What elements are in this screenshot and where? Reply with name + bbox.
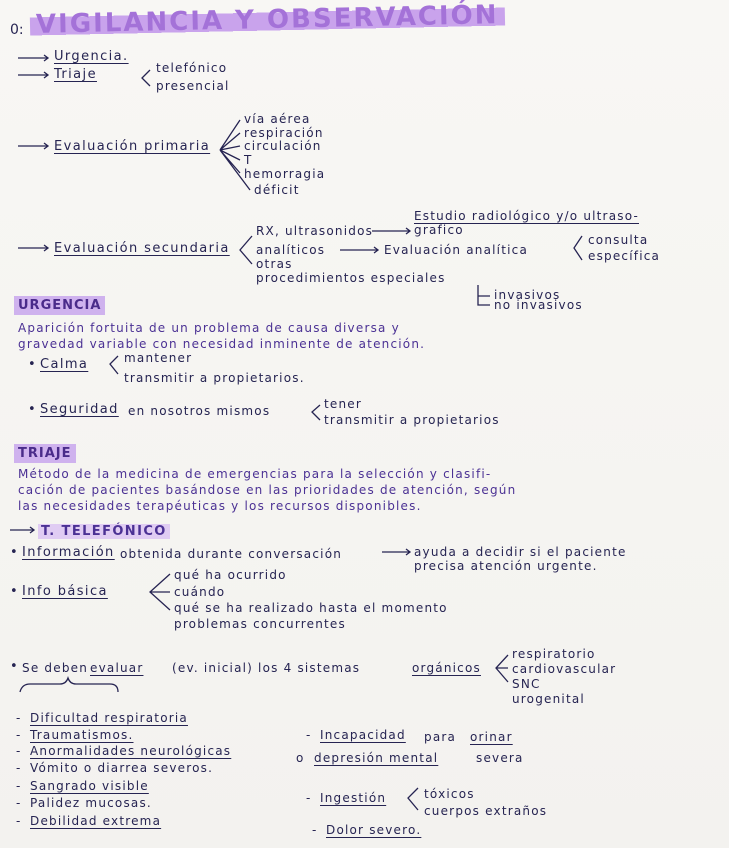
ingestion-item: tóxicos — [424, 787, 475, 801]
dash: - — [16, 761, 22, 775]
basica-item: problemas concurrentes — [174, 617, 346, 631]
seguridad-text: en nosotros mismos — [128, 404, 271, 418]
triaje-item: telefónico — [156, 61, 228, 75]
title-prefix: 0: — [10, 22, 24, 38]
triaje-definition-line: las necesidades terapéuticas y los recursos disponibles. — [18, 499, 422, 513]
sign-item: Traumatismos. — [30, 728, 134, 742]
triaje-item: presencial — [156, 79, 230, 93]
info-label: Información — [22, 545, 115, 560]
analitica-item: consulta — [588, 233, 649, 247]
neuro-mid: o — [296, 751, 305, 765]
secundaria-otras: otras — [256, 257, 293, 271]
evaluar-pre: Se deben — [22, 661, 89, 675]
primaria-item: vía aérea — [244, 112, 311, 126]
sign-item: Sangrado visible — [30, 779, 149, 793]
procedimientos-item: no invasivos — [494, 298, 583, 312]
estudio-line: Estudio radiológico y/o ultraso- — [414, 209, 639, 223]
section-heading-urgencia: URGENCIA — [14, 296, 105, 315]
basica-item: qué ha ocurrido — [174, 568, 287, 582]
para: para — [424, 730, 457, 744]
bullet: • — [28, 402, 38, 417]
calma-label: Calma — [40, 357, 89, 372]
depresion: depresión mental — [314, 751, 439, 765]
analitica-item: específica — [588, 249, 661, 263]
seguridad-item: transmitir a propietarios — [324, 413, 500, 427]
calma-item: mantener — [124, 351, 193, 365]
sistema-item: SNC — [512, 677, 541, 691]
dash: - — [16, 796, 22, 810]
subheading-telefonico: T. TELEFÓNICO — [38, 524, 170, 539]
sign-item: Dificultad respiratoria — [30, 711, 188, 725]
secundaria-rx: RX, ultrasonidos — [256, 224, 374, 238]
dolor: Dolor severo. — [326, 823, 422, 837]
sign-item: Palidez mucosas. — [30, 796, 152, 810]
bullet: • — [10, 659, 20, 674]
sistema-item: respiratorio — [512, 647, 596, 661]
dash: - — [16, 711, 22, 725]
eval-analitica: Evaluación analítica — [384, 243, 528, 257]
procedimientos: procedimientos especiales — [256, 271, 446, 285]
severa: severa — [476, 751, 524, 765]
bullet: • — [10, 545, 20, 560]
triaje-definition-line: Método de la medicina de emergencias para la selección y clasifi- — [18, 467, 492, 481]
incapacidad: Incapacidad — [320, 728, 406, 742]
sistema-item: urogenital — [512, 692, 585, 706]
info-result-line: ayuda a decidir si el paciente — [414, 545, 627, 559]
primaria-item: déficit — [254, 183, 300, 197]
seguridad-item: tener — [324, 397, 363, 411]
orinar: orinar — [470, 730, 513, 744]
basica-item: cuándo — [174, 585, 226, 599]
estudio-line: grafico — [414, 223, 464, 237]
bullet: • — [28, 357, 38, 372]
primaria-item: T — [244, 153, 253, 167]
primaria-item: circulación — [244, 139, 322, 153]
evaluar-mid: (ev. inicial) los 4 sistemas — [172, 661, 361, 675]
dash: - — [16, 728, 22, 742]
seguridad-label: Seguridad — [40, 402, 119, 417]
outline-eval-secundaria: Evaluación secundaria — [54, 241, 230, 256]
dash: - — [306, 791, 312, 805]
info-result-line: precisa atención urgente. — [414, 559, 598, 573]
urgencia-definition-line: Aparición fortuita de un problema de causa diversa y — [18, 321, 400, 335]
outline-urgencia: Urgencia. — [54, 49, 129, 64]
dash: - — [312, 823, 318, 837]
evaluar-word: evaluar — [90, 661, 144, 675]
primaria-item: hemorragia — [244, 167, 326, 181]
dash: - — [306, 728, 312, 742]
outline-triaje: Triaje — [54, 67, 97, 82]
procedimientos-item: invasivos — [494, 288, 561, 302]
info-text: obtenida durante conversación — [120, 547, 343, 561]
triaje-definition-line: cación de pacientes basándose en las prioridades de atención, según — [18, 483, 517, 497]
sistema-item: cardiovascular — [512, 662, 617, 676]
sign-item: Debilidad extrema — [30, 814, 162, 828]
dash: - — [16, 779, 22, 793]
urgencia-definition-line: gravedad variable con necesidad inminente de atención. — [18, 337, 426, 351]
section-heading-triaje: TRIAJE — [14, 444, 76, 463]
basica-item: qué se ha realizado hasta el momento — [174, 601, 448, 615]
sign-item: Anormalidades neurológicas — [30, 744, 232, 758]
ingestion-item: cuerpos extraños — [424, 804, 548, 818]
secundaria-analiticos: analíticos — [256, 243, 326, 257]
evaluar-post: orgánicos — [412, 661, 481, 675]
ingestion: Ingestión — [320, 791, 387, 805]
sign-item: Vómito o diarrea severos. — [30, 761, 214, 775]
basica-label: Info básica — [22, 584, 108, 599]
calma-item: transmitir a propietarios. — [124, 371, 305, 385]
bullet: • — [10, 584, 20, 599]
outline-eval-primaria: Evaluación primaria — [54, 139, 211, 154]
page-title: VIGILANCIA Y OBSERVACIÓN — [30, 0, 505, 40]
dash: - — [16, 814, 22, 828]
primaria-item: respiración — [244, 126, 324, 140]
dash: - — [16, 744, 22, 758]
